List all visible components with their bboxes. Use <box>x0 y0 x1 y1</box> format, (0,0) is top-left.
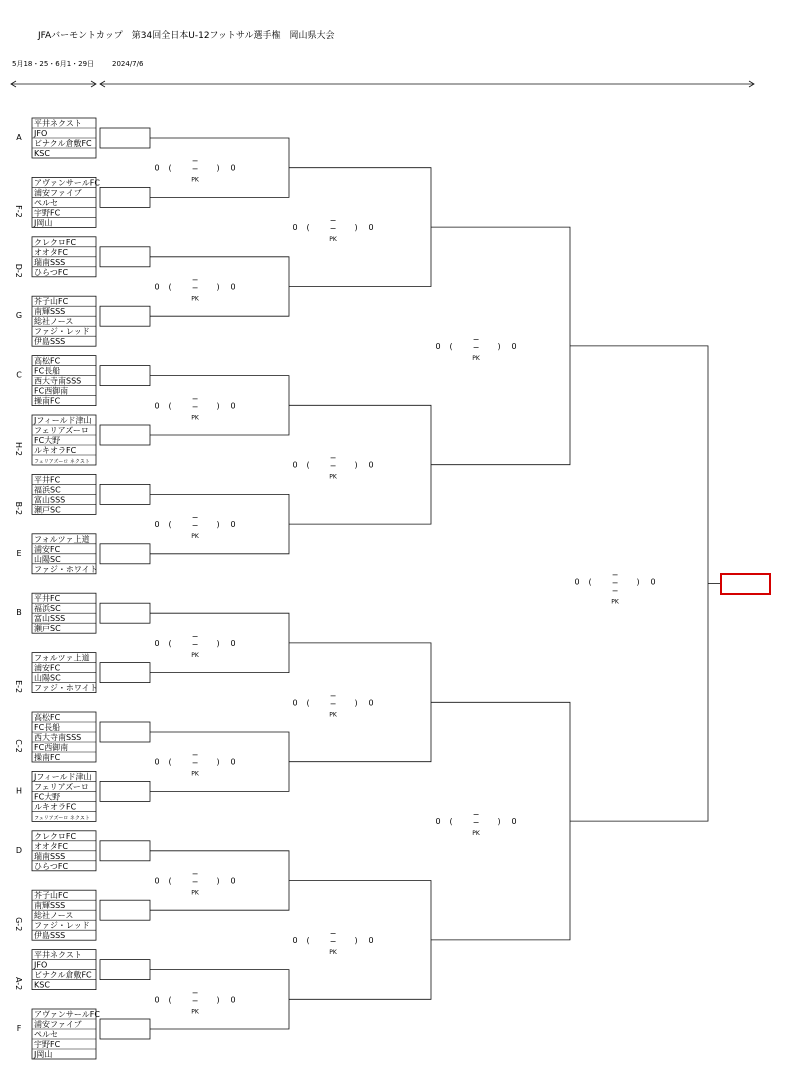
score-dash: − <box>191 988 199 998</box>
score-paren-close: ) <box>354 935 358 945</box>
team-name: ひらつFC <box>34 861 69 871</box>
entry-box <box>100 128 150 148</box>
score-dash: − <box>191 869 199 879</box>
team-name: ひらつFC <box>34 267 69 277</box>
team-name: 浦安FC <box>34 663 61 673</box>
score-paren-open: ( <box>306 698 310 708</box>
group-d <box>16 831 150 871</box>
score-dash: − <box>191 164 199 174</box>
score-dash: − <box>329 453 337 463</box>
team-name: 操南FC <box>34 753 61 762</box>
group-label: B-2 <box>14 501 23 516</box>
pk-label: PK <box>191 1008 199 1016</box>
team-name: 瀬戸SC <box>34 624 61 634</box>
score-left: 0 <box>292 460 298 470</box>
score-paren-open: ( <box>588 577 592 587</box>
score-paren-close: ) <box>216 995 220 1005</box>
team-name: 西大寺南SSS <box>34 376 82 386</box>
entry-box <box>100 306 150 326</box>
score-dash: − <box>191 996 199 1006</box>
team-name: フォルツァ上道 <box>34 653 90 663</box>
team-name: KSC <box>34 980 50 990</box>
team-name: FC大野 <box>34 792 61 802</box>
score-dash: − <box>191 402 199 412</box>
team-name: 福浜SC <box>34 604 61 614</box>
score-dash: − <box>329 936 337 946</box>
score-paren-open: ( <box>168 520 172 530</box>
score-dash: − <box>611 570 619 580</box>
pk-label: PK <box>329 711 337 719</box>
dates-right: 2024/7/6 <box>112 60 144 68</box>
group-label: C-2 <box>14 739 23 753</box>
team-name: オオタFC <box>34 247 68 257</box>
group-h-2 <box>14 415 150 465</box>
entry-box <box>100 841 150 861</box>
score-right: 0 <box>511 341 517 351</box>
pk-label: PK <box>191 889 199 897</box>
score-dash: − <box>611 586 619 596</box>
score-left: 0 <box>292 935 298 945</box>
score-right: 0 <box>511 817 517 827</box>
span-arrow-left <box>11 81 96 87</box>
score-left: 0 <box>574 577 580 587</box>
group-c-2 <box>14 712 150 762</box>
score-left: 0 <box>154 995 160 1005</box>
score-paren-close: ) <box>497 817 501 827</box>
score-dash: − <box>472 342 480 352</box>
score-left: 0 <box>154 520 160 530</box>
pk-label: PK <box>472 830 480 838</box>
team-name: 浦安ファイブ <box>34 1020 82 1029</box>
team-name: 平井ネクスト <box>34 950 82 960</box>
score-paren-open: ( <box>449 817 453 827</box>
entry-box <box>100 603 150 623</box>
team-name: 平井FC <box>34 594 61 604</box>
score-left: 0 <box>292 698 298 708</box>
entry-box <box>100 484 150 504</box>
group-a <box>16 118 150 158</box>
match-score <box>292 216 373 243</box>
entry-box <box>100 960 150 980</box>
score-paren-open: ( <box>306 935 310 945</box>
match-score <box>154 394 235 421</box>
group-label: C <box>16 370 22 380</box>
group-e-2 <box>14 653 150 694</box>
team-name: クレクロFC <box>34 237 77 247</box>
match-score <box>154 157 235 184</box>
span-arrow-right <box>100 81 754 87</box>
page-title: JFAバーモントカップ 第34回全日本U-12フットサル選手権 岡山県大会 <box>38 31 335 41</box>
group-label: E <box>16 548 22 558</box>
round2-connector <box>289 881 431 1000</box>
team-name: 平井FC <box>34 475 61 485</box>
team-name: 富山SSS <box>34 614 66 624</box>
team-name: 山陽SC <box>34 673 61 683</box>
match-score <box>574 571 655 606</box>
match-score <box>154 513 235 540</box>
score-dash: − <box>191 750 199 760</box>
score-paren-open: ( <box>306 460 310 470</box>
group-label: A-2 <box>14 976 23 991</box>
team-name: 高松FC <box>34 356 61 366</box>
score-dash: − <box>472 334 480 344</box>
group-c <box>16 356 150 406</box>
team-name: 芥子山FC <box>34 891 69 901</box>
score-paren-close: ) <box>216 401 220 411</box>
score-left: 0 <box>154 638 160 648</box>
score-dash: − <box>329 699 337 709</box>
group-d-2 <box>14 237 150 278</box>
score-left: 0 <box>154 876 160 886</box>
score-paren-close: ) <box>354 698 358 708</box>
score-dash: − <box>191 275 199 285</box>
score-dash: − <box>191 513 199 523</box>
round2-connector <box>289 643 431 762</box>
team-name: Jフィールド津山 <box>34 772 92 782</box>
score-dash: − <box>329 461 337 471</box>
pk-label: PK <box>191 176 199 184</box>
group-label: G-2 <box>14 917 23 932</box>
team-name: 宇野FC <box>34 1040 61 1049</box>
round2-connector <box>289 168 431 287</box>
score-paren-close: ) <box>216 876 220 886</box>
team-name: ビナクル倉敷FC <box>34 139 92 148</box>
team-name: 南輝SSS <box>34 307 66 317</box>
header <box>11 29 754 87</box>
score-dash: − <box>329 224 337 234</box>
score-paren-open: ( <box>168 638 172 648</box>
team-name: Jフィールド津山 <box>34 416 92 425</box>
team-name: J岡山 <box>34 1050 53 1059</box>
match-score <box>154 276 235 303</box>
entry-box <box>100 425 150 445</box>
team-name: ビナクル倉敷FC <box>34 970 92 980</box>
team-name: 瑞南SSS <box>34 257 66 267</box>
score-paren-close: ) <box>216 520 220 530</box>
score-right: 0 <box>368 935 374 945</box>
score-right: 0 <box>230 401 236 411</box>
group-e <box>16 534 150 574</box>
score-dash: − <box>611 578 619 588</box>
team-name: フェリアズーロ <box>34 782 89 792</box>
score-dash: − <box>329 691 337 701</box>
pk-label: PK <box>191 414 199 422</box>
group-a-2 <box>14 950 150 991</box>
team-name: 山陽SC <box>34 554 61 564</box>
score-paren-close: ) <box>216 757 220 767</box>
group-label: G <box>15 311 23 321</box>
team-name: 総社ノース <box>34 911 74 921</box>
score-right: 0 <box>368 698 374 708</box>
group-g <box>16 296 150 346</box>
team-name: KSC <box>34 149 50 158</box>
pk-label: PK <box>191 533 199 541</box>
team-name: 平井ネクスト <box>34 119 82 128</box>
match-score <box>292 691 373 718</box>
team-name: JFO <box>34 960 48 970</box>
pk-label: PK <box>191 651 199 659</box>
group-label: H <box>15 786 23 796</box>
team-name: ファジ・ホワイト <box>34 683 98 693</box>
score-dash: − <box>191 156 199 166</box>
score-right: 0 <box>230 995 236 1005</box>
group-label: B <box>16 608 22 618</box>
group-f <box>17 1009 150 1059</box>
match-score <box>154 988 235 1015</box>
team-name: フェリアズーロ ネクスト <box>34 459 90 465</box>
team-name: ファジ・レッド <box>34 921 90 931</box>
score-left: 0 <box>292 223 298 233</box>
score-paren-close: ) <box>216 163 220 173</box>
team-name: 操南FC <box>34 396 61 406</box>
score-right: 0 <box>230 163 236 173</box>
team-name: 西大寺南SSS <box>34 733 82 742</box>
entry-box <box>100 366 150 386</box>
score-dash: − <box>191 394 199 404</box>
score-right: 0 <box>230 757 236 767</box>
pk-label: PK <box>329 236 337 244</box>
entry-box <box>100 663 150 683</box>
score-dash: − <box>191 877 199 887</box>
group-label: F <box>16 1024 22 1033</box>
entry-box <box>100 1019 150 1039</box>
match-score <box>292 929 373 956</box>
score-paren-open: ( <box>168 995 172 1005</box>
group-b <box>16 593 150 633</box>
score-paren-open: ( <box>168 876 172 886</box>
match-score <box>435 810 516 837</box>
score-paren-close: ) <box>636 577 640 587</box>
team-name: 伊島SSS <box>34 931 66 941</box>
team-name: フェリアズーロ <box>34 426 89 435</box>
entry-box <box>100 900 150 920</box>
team-name: 福浜SC <box>34 485 61 495</box>
team-name: JFO <box>34 129 48 138</box>
group-label: D <box>15 845 23 855</box>
score-dash: − <box>472 818 480 828</box>
score-right: 0 <box>230 282 236 292</box>
pk-label: PK <box>472 354 480 362</box>
team-name: J岡山 <box>34 218 53 228</box>
team-name: ファジ・レッド <box>34 327 90 337</box>
score-paren-close: ) <box>216 638 220 648</box>
team-name: 高松FC <box>34 713 61 722</box>
team-name: 芥子山FC <box>34 297 69 307</box>
team-name: フォルツァ上道 <box>34 534 90 544</box>
team-name: 瑞南SSS <box>34 851 66 861</box>
score-dash: − <box>191 758 199 768</box>
score-dash: − <box>191 639 199 649</box>
entry-box <box>100 247 150 267</box>
score-left: 0 <box>154 757 160 767</box>
score-left: 0 <box>435 341 441 351</box>
team-name: FC西御南 <box>34 743 69 752</box>
group-f-2 <box>14 177 150 227</box>
team-name: 浦安ファイブ <box>34 188 82 198</box>
score-dash: − <box>329 928 337 938</box>
score-right: 0 <box>368 223 374 233</box>
match-score <box>154 632 235 659</box>
team-name: オオタFC <box>34 841 68 851</box>
team-name: 富山SSS <box>34 495 66 505</box>
pk-label: PK <box>191 295 199 303</box>
champion-box <box>721 574 770 594</box>
team-name: フェリアズーロ ネクスト <box>34 815 90 822</box>
round2-connector <box>289 405 431 524</box>
score-paren-close: ) <box>216 282 220 292</box>
pk-label: PK <box>611 598 619 606</box>
match-score <box>435 335 516 362</box>
entry-box <box>100 722 150 742</box>
score-right: 0 <box>368 460 374 470</box>
score-paren-open: ( <box>168 282 172 292</box>
team-name: 総社ノース <box>34 317 74 327</box>
group-label: H-2 <box>14 442 23 456</box>
entry-box <box>100 544 150 564</box>
score-left: 0 <box>154 282 160 292</box>
group-h <box>16 771 150 821</box>
score-dash: − <box>191 631 199 641</box>
score-dash: − <box>191 521 199 531</box>
group-label: E-2 <box>14 680 23 694</box>
score-left: 0 <box>435 817 441 827</box>
team-name: アヴァンサールFC <box>34 178 100 188</box>
team-name: 宇野FC <box>34 208 61 218</box>
group-label: D-2 <box>14 263 23 278</box>
score-right: 0 <box>230 638 236 648</box>
score-paren-close: ) <box>354 223 358 233</box>
score-left: 0 <box>154 401 160 411</box>
score-dash: − <box>191 283 199 293</box>
team-name: 伊島SSS <box>34 337 66 347</box>
pk-label: PK <box>329 473 337 481</box>
score-paren-close: ) <box>497 341 501 351</box>
dates-left: 5月18・25・6月1・29日 <box>12 60 95 68</box>
team-name: クレクロFC <box>34 831 77 841</box>
team-name: FC長船 <box>34 723 61 732</box>
match-score <box>292 454 373 481</box>
score-paren-open: ( <box>168 757 172 767</box>
team-name: アヴァンサールFC <box>34 1010 100 1019</box>
group-g-2 <box>14 890 150 940</box>
match-score <box>154 751 235 778</box>
score-dash: − <box>472 810 480 820</box>
team-name: ルキオラFC <box>34 446 77 455</box>
team-name: ペルセ <box>34 198 58 208</box>
score-dash: − <box>329 216 337 226</box>
score-right: 0 <box>650 577 656 587</box>
score-paren-open: ( <box>306 223 310 233</box>
score-paren-open: ( <box>449 341 453 351</box>
score-paren-close: ) <box>354 460 358 470</box>
pk-label: PK <box>329 948 337 956</box>
team-name: 南輝SSS <box>34 901 66 911</box>
team-name: ファジ・ホワイト <box>34 564 98 574</box>
group-b-2 <box>14 474 150 515</box>
team-name: FC大野 <box>34 436 61 445</box>
team-name: ルキオラFC <box>34 802 77 812</box>
score-paren-open: ( <box>168 163 172 173</box>
team-name: 瀬戸SC <box>34 505 61 515</box>
team-name: ペルセ <box>34 1030 58 1039</box>
score-paren-open: ( <box>168 401 172 411</box>
team-name: FC長船 <box>34 366 61 376</box>
score-right: 0 <box>230 520 236 530</box>
pk-label: PK <box>191 770 199 778</box>
team-name: FC西御南 <box>34 386 69 396</box>
score-left: 0 <box>154 163 160 173</box>
match-score <box>154 870 235 897</box>
entry-box <box>100 187 150 207</box>
group-label: A <box>16 133 22 142</box>
score-right: 0 <box>230 876 236 886</box>
group-label: F-2 <box>14 205 23 218</box>
team-name: 浦安FC <box>34 544 61 554</box>
entry-box <box>100 781 150 801</box>
